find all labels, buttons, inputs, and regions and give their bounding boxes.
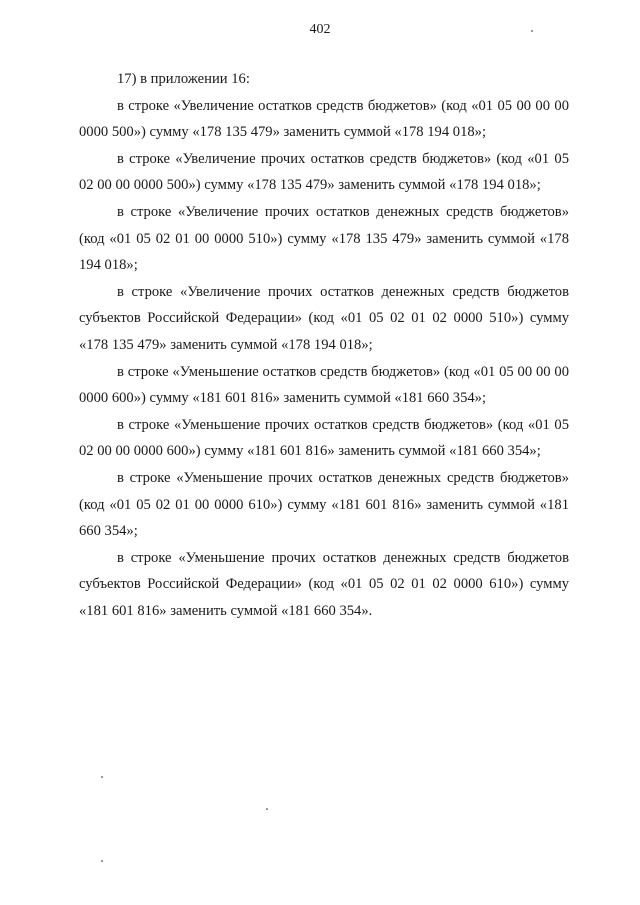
section-heading: 17) в приложении 16: bbox=[117, 71, 250, 87]
paragraph-7: в строке «Уменьшение прочих остатков денежных средств бюджетов» (код «01 05 02 01 00 0000 610») сумму «181 601 816» заменить суммой «181 660 354»; bbox=[79, 469, 569, 540]
paragraph-1: в строке «Увеличение остатков средств бюджетов» (код «01 05 00 00 00 0000 500») сумму «178 135 479» заменить суммой «178 194 018»; bbox=[79, 97, 569, 141]
paragraph-4: в строке «Увеличение прочих остатков денежных средств бюджетов субъектов Российской Федерации» (код «01 05 02 01 02 0000 510») сумму «178 135 479» заменить суммой «178 194 018»; bbox=[79, 283, 569, 353]
paragraph-3: в строке «Увеличение прочих остатков денежных средств бюджетов» (код «01 05 02 01 00 0000 510») сумму «178 135 479» заменить суммой «178 194 018»; bbox=[79, 203, 569, 274]
scan-speck bbox=[531, 30, 533, 32]
paragraph-8: в строке «Уменьшение прочих остатков денежных средств бюджетов субъектов Российской Федерации» (код «01 05 02 01 02 0000 610») сумму «181 601 816» заменить суммой «181 660 354». bbox=[79, 549, 569, 619]
page-number: 402 bbox=[309, 22, 331, 37]
paragraph-2: в строке «Увеличение прочих остатков средств бюджетов» (код «01 05 02 00 00 0000 500») сумму «178 135 479» заменить суммой «178 194 018»; bbox=[79, 150, 569, 194]
scan-speck bbox=[266, 808, 268, 810]
scan-speck bbox=[101, 776, 103, 778]
scan-speck bbox=[101, 860, 103, 862]
paragraph-5: в строке «Уменьшение остатков средств бюджетов» (код «01 05 00 00 00 0000 600») сумму «181 601 816» заменить суммой «181 660 354»; bbox=[79, 363, 569, 407]
paragraph-6: в строке «Уменьшение прочих остатков средств бюджетов» (код «01 05 02 00 00 0000 600») сумму «181 601 816» заменить суммой «181 660 354»; bbox=[79, 416, 569, 460]
document-body bbox=[79, 66, 569, 624]
